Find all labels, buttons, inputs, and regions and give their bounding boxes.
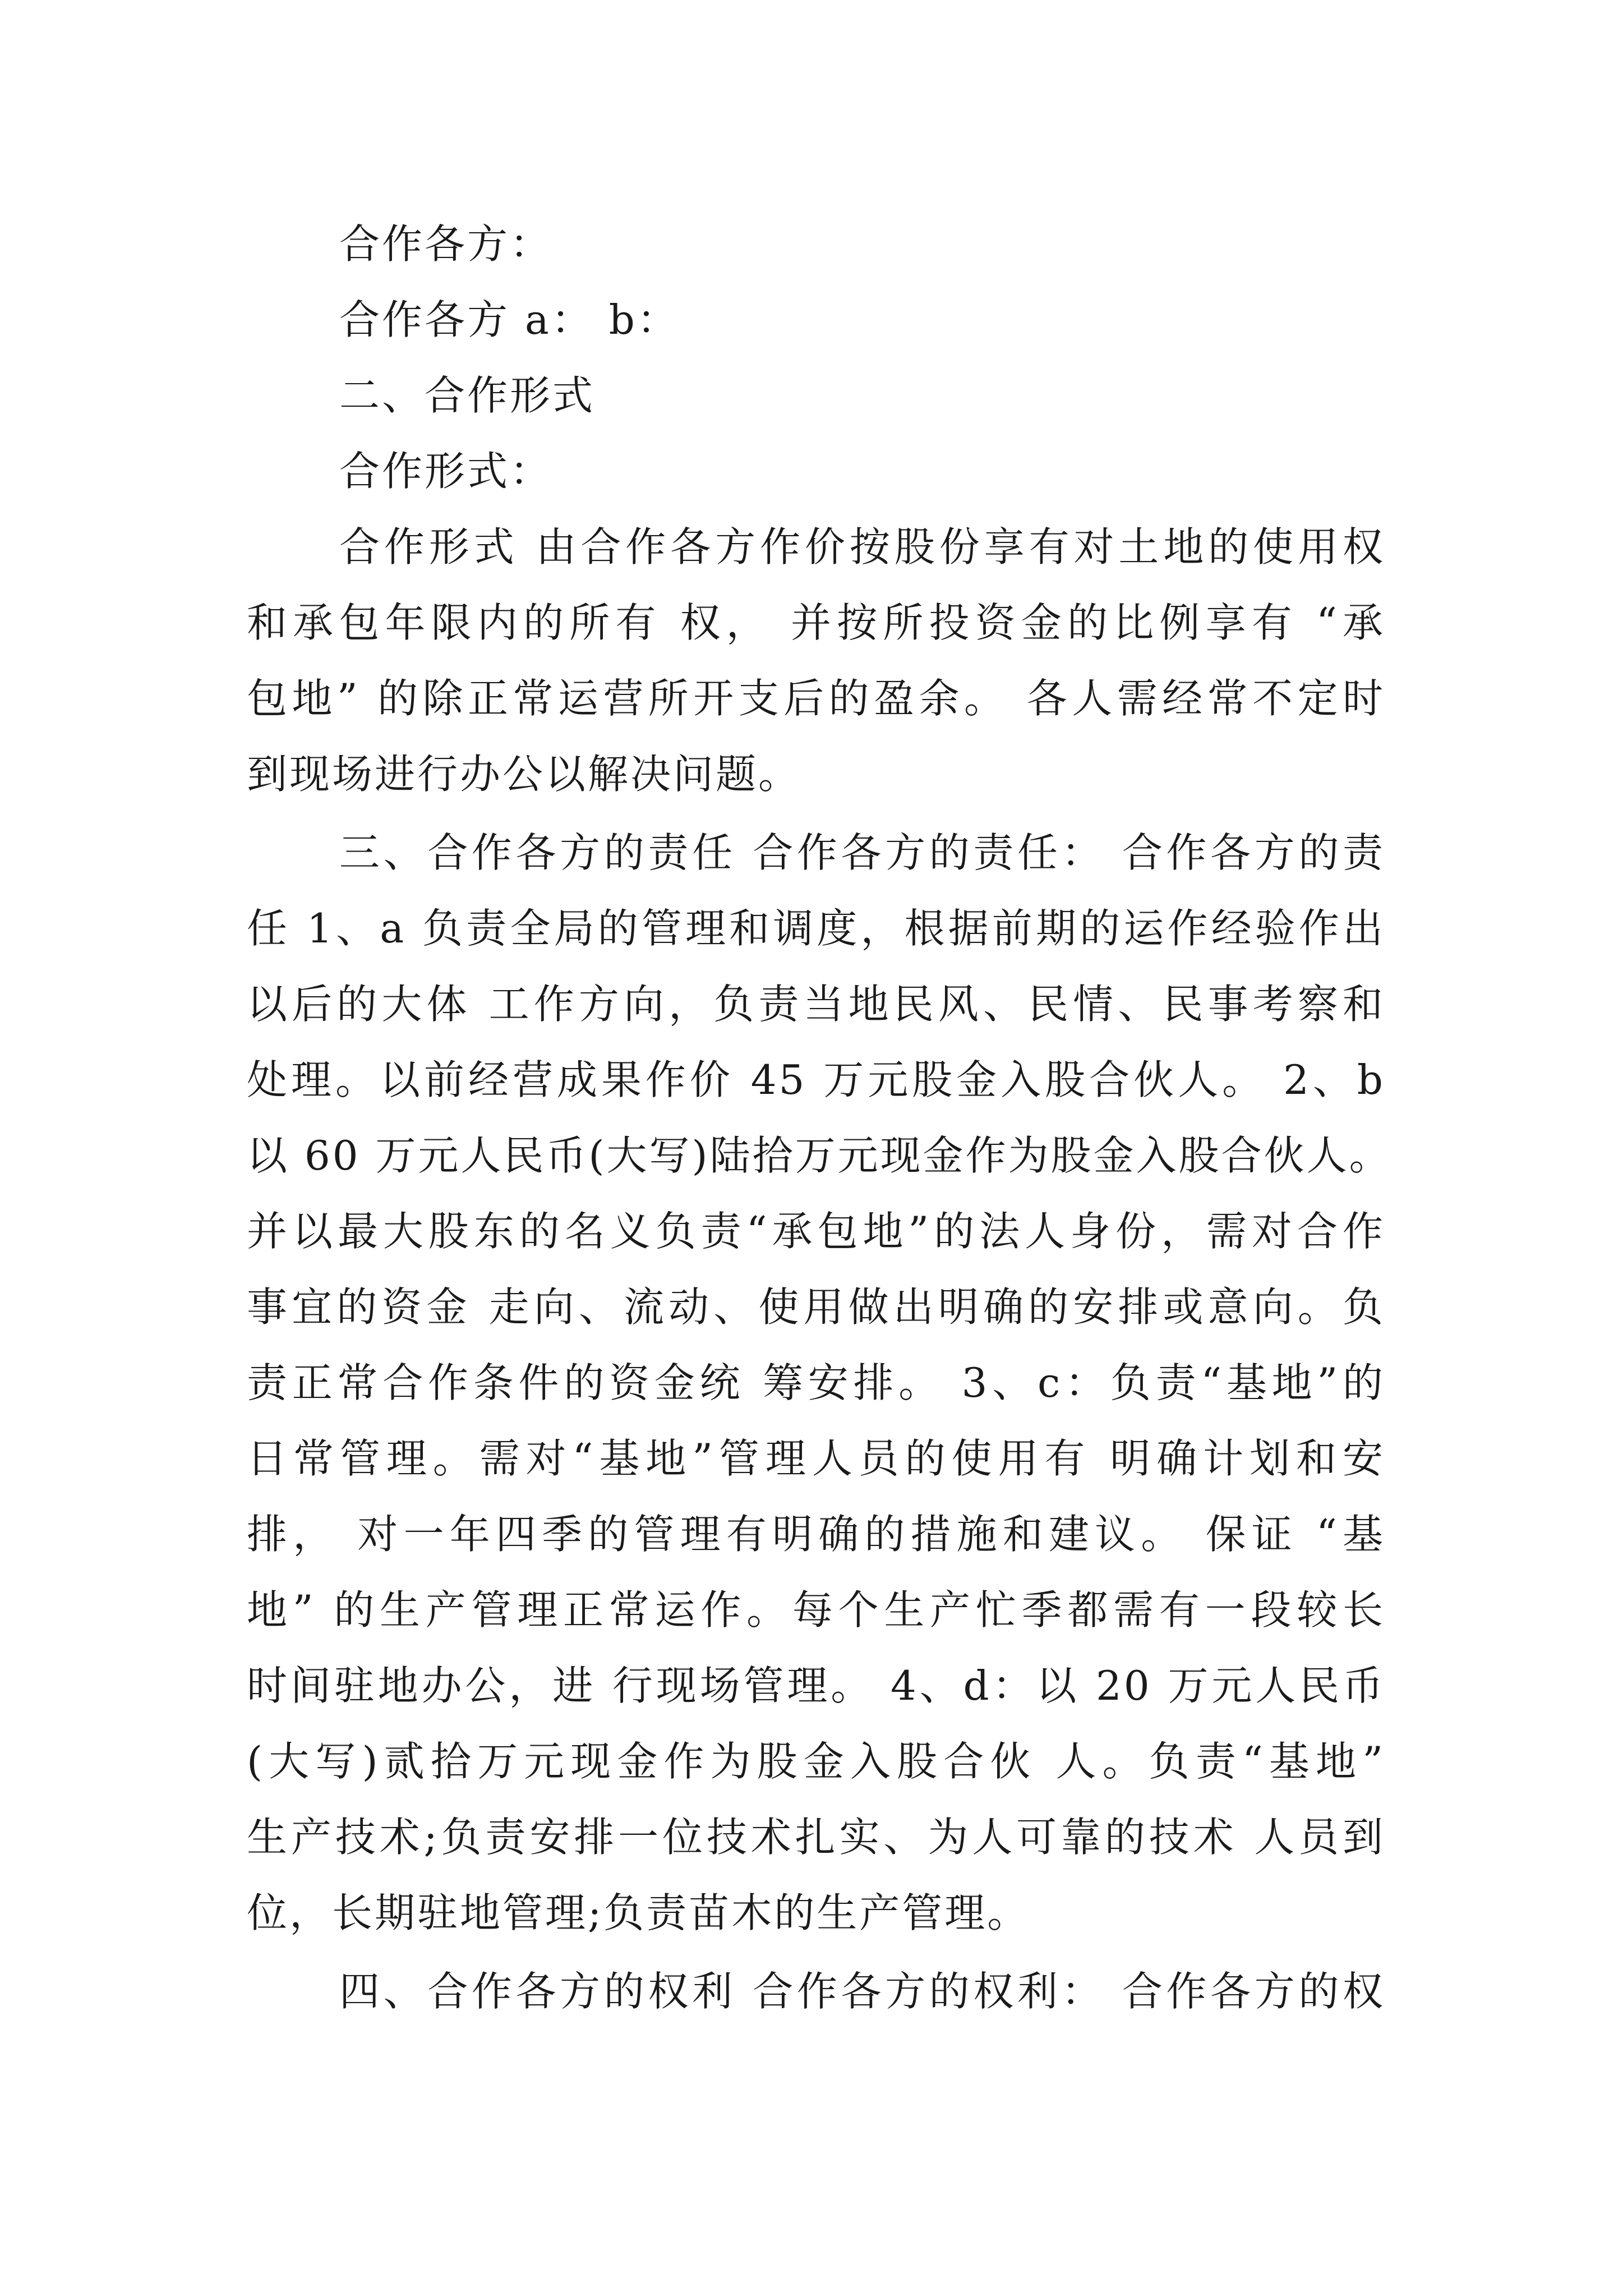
section-heading: 四、合作各方的权利 合作各方的权利： 合作各方的权 [339,1968,1385,2015]
section-heading: 二、合作形式 [339,372,596,419]
text-line: 排， 对一年四季的管理有明确的措施和建议。 保证 “基 [247,1511,1385,1558]
text-line: 包地” 的除正常运营所开支后的盈余。 各人需经常不定时 [247,675,1385,722]
section-heading: 三、合作各方的责任 合作各方的责任： 合作各方的责 [339,829,1385,876]
text-line: 处理。以前经营成果作价 45 万元股金入股合伙人。 2、b [247,1056,1385,1103]
text-line: (大写)贰拾万元现金作为股金入股合伙 人。负责“基地” [247,1738,1385,1785]
text-line: 并以最大股东的名义负责“承包地”的法人身份，需对合作 [247,1208,1385,1255]
text-line: 合作形式： [339,448,553,495]
text-line: 和承包年限内的所有 权， 并按所投资金的比例享有 “承 [247,599,1385,646]
text-line: 合作各方： [339,220,553,268]
text-line: 日常管理。需对“基地”管理人员的使用有 明确计划和安 [247,1435,1385,1482]
text-line: 事宜的资金 走向、流动、使用做出明确的安排或意向。负 [247,1283,1385,1331]
text-line: 时间驻地办公，进 行现场管理。 4、d：以 20 万元人民币 [247,1662,1385,1709]
text-line: 生产技术;负责安排一位技术扎实、为人可靠的技术 人员到 [247,1814,1385,1861]
text-line: 合作形式 由合作各方作价按股份享有对土地的使用权 [339,523,1385,570]
text-line: 合作各方 a： b： [339,296,680,343]
text-line: 位，长期驻地管理;负责苗木的生产管理。 [247,1889,1030,1936]
text-line: 地” 的生产管理正常运作。每个生产忙季都需有一段较长 [247,1586,1385,1634]
text-line: 以 60 万元人民币(大写)陆拾万元现金作为股金入股合伙人。 [247,1132,1392,1179]
text-line: 责正常合作条件的资金统 筹安排。 3、c：负责“基地”的 [247,1359,1385,1406]
text-line: 以后的大体 工作方向，负责当地民风、民情、民事考察和 [247,981,1385,1028]
text-line: 任 1、a 负责全局的管理和调度，根据前期的运作经验作出 [247,905,1385,952]
text-line: 到现场进行办公以解决问题。 [247,751,801,798]
